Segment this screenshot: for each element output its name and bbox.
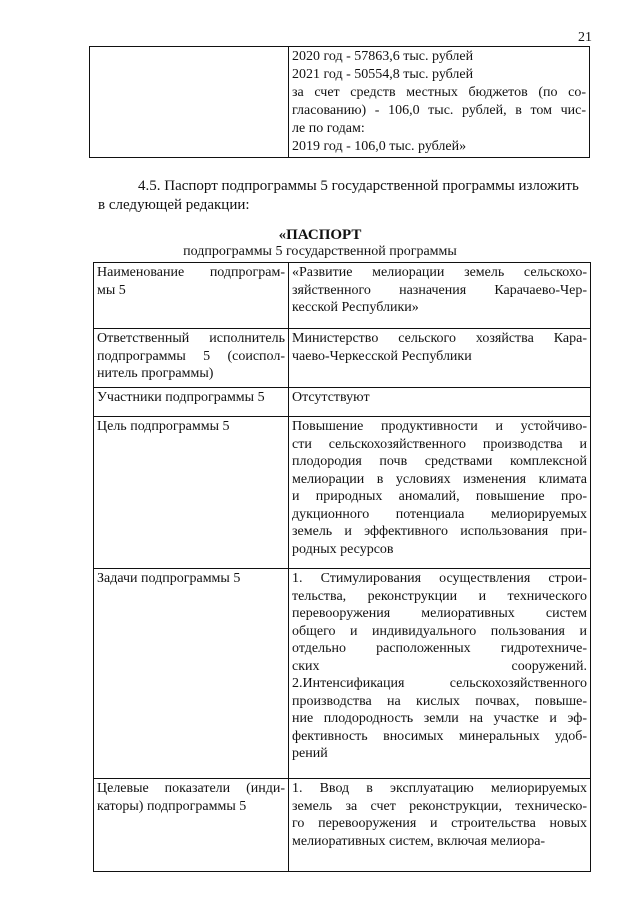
row-label-line: каторы) подпрограммы 5: [97, 798, 247, 814]
table-row: [94, 779, 591, 872]
table-row: [94, 388, 591, 417]
row-label-cell: [94, 417, 289, 569]
row-value-line: Повышение продуктивности и устойчиво-: [292, 419, 587, 434]
table-row: [94, 569, 591, 779]
row-value-cell: [289, 263, 591, 329]
row-value-line: сти сельскохозяйственного производства и: [292, 436, 587, 452]
row-value-line: тельства, реконструкции и технического: [292, 588, 587, 604]
row-value-line: перевооружения мелиоративных систем: [292, 606, 587, 621]
row-value-cell: [289, 417, 591, 569]
passport-title: «ПАСПОРТ: [278, 227, 362, 243]
table-row: [90, 47, 590, 158]
row-value-line: плодородия почв средствами комплексной: [292, 454, 587, 469]
row-value-cell: [289, 329, 591, 388]
paragraph-line: 4.5. Паспорт подпрограммы 5 государственной программы изложить: [138, 178, 579, 194]
row-value-line: Отсутствуют: [292, 390, 370, 405]
row-label-line: Задачи подпрограммы 5: [97, 571, 241, 586]
row-value-line: го перевооружения и строительства новых: [292, 816, 587, 831]
row-value-line: 1. Стимулирования осуществления строи-: [292, 571, 587, 586]
row-value-line: зяйственного назначения Карачаево-Чер-: [292, 282, 587, 298]
funding-line: ле по годам:: [292, 121, 365, 136]
page-number: 21: [578, 30, 592, 45]
row-value-line: общего и индивидуального пользования и: [292, 623, 587, 639]
row-label-line: Участники подпрограммы 5: [97, 390, 265, 405]
row-value-line: кесской Республики»: [292, 300, 419, 315]
row-value-line: мелиоративных систем, включая мелиора-: [292, 833, 546, 849]
funding-line: 2019 год - 106,0 тыс. рублей»: [292, 139, 467, 154]
table-row: [94, 329, 591, 388]
funding-line: за счет средств местных бюджетов (по со-: [292, 85, 586, 100]
row-value-line: рений: [292, 746, 328, 761]
row-label-line: Наименование подпрограм-: [97, 265, 285, 280]
funding-line: 2021 год - 50554,8 тыс. рублей: [292, 67, 474, 82]
paragraph-line: в следующей редакции:: [98, 197, 250, 213]
row-value-line: фективность вносимых минеральных удоб-: [292, 728, 587, 744]
passport-subtitle: подпрограммы 5 государственной программы: [183, 244, 457, 259]
previous-table-fragment: [89, 46, 590, 158]
row-value-cell: [289, 569, 591, 779]
row-label-line: мы 5: [97, 282, 126, 298]
row-value-line: земель за счет реконструкции, техническо-: [292, 798, 587, 814]
row-label-cell: [94, 779, 289, 872]
passport-table: [93, 262, 591, 872]
row-value-cell: [289, 388, 591, 417]
row-value-line: 2.Интенсификация сельскохозяйственного: [292, 676, 587, 691]
row-value-line: дукционного потенциала мелиорируемых: [292, 506, 587, 522]
row-label-line: Целевые показатели (инди-: [97, 781, 285, 796]
row-value-line: производства на кислых почвах, повыше-: [292, 693, 587, 709]
row-value-line: и природных аномалий, повышение про-: [292, 489, 587, 504]
row-label-line: нитель программы): [97, 366, 214, 381]
table-cell-empty: [90, 47, 289, 158]
row-value-line: «Развитие мелиорации земель сельскохо-: [292, 265, 587, 280]
row-value-line: 1. Ввод в эксплуатацию мелиорируемых: [292, 781, 587, 796]
row-label-line: Ответственный исполнитель: [97, 331, 285, 346]
table-row: [94, 417, 591, 569]
row-label-cell: [94, 569, 289, 779]
row-value-cell: [289, 779, 591, 872]
funding-line: гласованию) - 106,0 тыс. рублей, в том чис-: [292, 103, 586, 118]
amendment-paragraph: [98, 177, 590, 215]
table-cell-funding: [289, 47, 590, 158]
table-row: [94, 263, 591, 329]
funding-line: 2020 год - 57863,6 тыс. рублей: [292, 49, 474, 64]
row-label-line: Цель подпрограммы 5: [97, 419, 230, 434]
row-label-cell: [94, 263, 289, 329]
row-label-cell: [94, 329, 289, 388]
row-value-line: ских сооружений.: [292, 658, 587, 674]
row-value-line: ние плодородность земли на участке и эф-: [292, 711, 587, 726]
row-value-line: земель и эффективного использования при-: [292, 524, 587, 539]
row-label-line: подпрограммы 5 (соиспол-: [97, 348, 285, 364]
row-value-line: отдельно расположенных гидротехниче-: [292, 641, 587, 656]
row-value-line: Министерство сельского хозяйства Кара-: [292, 331, 587, 346]
row-value-line: родных ресурсов: [292, 541, 394, 557]
row-label-cell: [94, 388, 289, 417]
row-value-line: чаево-Черкесской Республики: [292, 348, 472, 364]
row-value-line: мелиорации в условиях изменения климата: [292, 471, 587, 487]
